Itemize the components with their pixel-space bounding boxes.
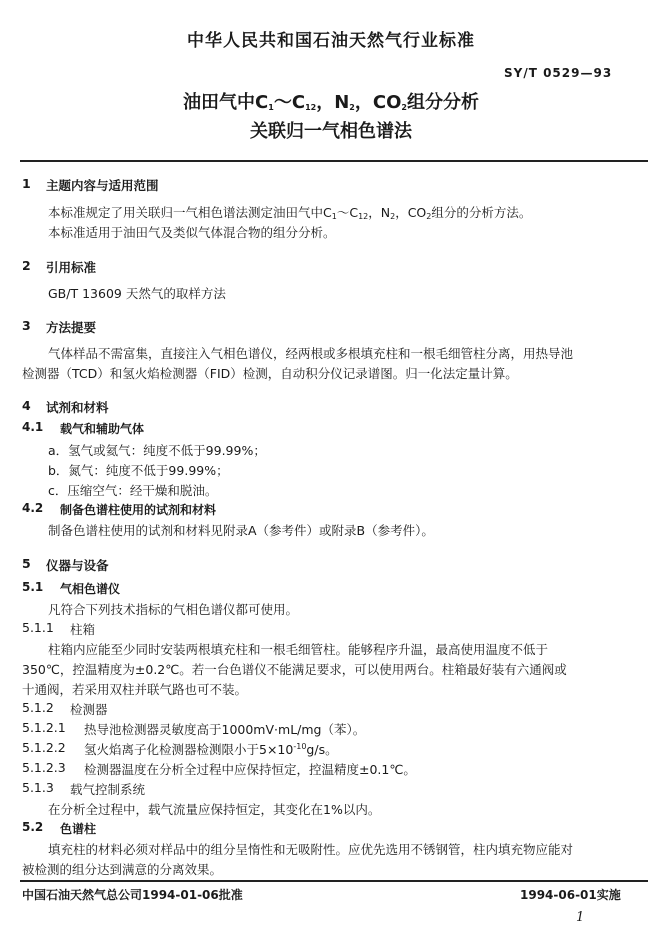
section-5-1-2-2-text: 氢火焰离子化检测器检测限小于$5\times 10^{-10}g/s$。: [84, 742, 338, 757]
section-2-heading: 引用标准: [46, 260, 97, 275]
document-title-line2: 关联归一气相色谱法: [250, 121, 412, 142]
section-5-1-3-number: 5.1.3: [22, 780, 54, 795]
section-4-1-heading: 载气和辅助气体: [60, 422, 145, 436]
section-5-1-2-2-number: 5.1.2.2: [22, 740, 66, 755]
section-5-1-1-line-3: 十通阀，若采用双柱并联气路也可不装。: [22, 682, 248, 697]
effective-date: 1994-06-01实施: [520, 888, 621, 902]
list-item-a: a．氢气或氦气：纯度不低于99.99%；: [48, 443, 266, 458]
section-3-paragraph-line-2: 检测器（TCD）和氢火焰检测器（FID）检测，自动积分仪记录谱图。归一化法定量计算。: [22, 366, 518, 381]
section-4-2-number: 4.2: [22, 501, 44, 515]
section-5-1-1-heading: 柱箱: [70, 622, 96, 637]
document-title-line1: 油田气中$C_1\sim C_{12}$，$N_2$，$CO_2$组分分析: [183, 92, 479, 113]
section-3-paragraph-line-1: 气体样品不需富集，直接注入气相色谱仪，经两根或多根填充柱和一根毛细管柱分离，用热导池: [48, 346, 574, 361]
section-5-1-3-heading: 载气控制系统: [70, 782, 146, 797]
section-1-heading: 主题内容与适用范围: [46, 178, 159, 193]
section-5-1-3-text: 在分析全过程中，载气流量应保持恒定，其变化在1%以内。: [48, 802, 381, 817]
section-5-1-2-3-text: 检测器温度在分析全过程中应保持恒定，控温精度±0.1℃。: [84, 762, 416, 777]
section-5-2-number: 5.2: [22, 820, 44, 834]
section-5-1-text: 凡符合下列技术指标的气相色谱仪都可使用。: [48, 602, 299, 617]
section-4-heading: 试剂和材料: [46, 400, 109, 415]
section-2-number: 2: [22, 258, 31, 273]
section-4-2-heading: 制备色谱柱使用的试剂和材料: [60, 503, 217, 517]
section-1-paragraph-1: 本标准规定了用关联归一气相色谱法测定油田气中$C_1\sim C_{12}$，$N_2$，$CO_2$组分的分析方法。: [48, 205, 532, 221]
section-5-1-2-3-number: 5.1.2.3: [22, 760, 66, 775]
section-1-paragraph-2: 本标准适用于油田气及类似气体混合物的组分分析。: [48, 225, 336, 240]
section-5-1-heading: 气相色谱仪: [60, 582, 121, 596]
section-5-1-1-line-2: 350℃，控温精度为±0.2℃。若一台色谱仪不能满足要求，可以使用两台。柱箱最好装有六通阀或: [22, 662, 567, 677]
section-5-2-line-1: 填充柱的材料必须对样品中的组分呈惰性和无吸附性。应优先选用不锈钢管，柱内填充物应能对: [48, 842, 574, 857]
header-divider: [20, 160, 648, 162]
footer-divider: [20, 880, 648, 882]
section-5-heading: 仪器与设备: [46, 558, 109, 573]
section-5-1-1-line-1: 柱箱内应能至少同时安装两根填充柱和一根毛细管柱。能够程序升温，最高使用温度不低于: [48, 642, 549, 657]
list-item-b: b．氮气：纯度不低于99.99%；: [48, 463, 229, 478]
section-4-number: 4: [22, 398, 31, 413]
section-5-1-2-heading: 检测器: [70, 702, 108, 717]
section-5-1-number: 5.1: [22, 580, 44, 594]
section-5-1-2-number: 5.1.2: [22, 700, 54, 715]
section-5-1-1-number: 5.1.1: [22, 620, 54, 635]
section-5-2-heading: 色谱柱: [60, 822, 97, 836]
section-5-1-2-1-number: 5.1.2.1: [22, 720, 66, 735]
section-3-number: 3: [22, 318, 31, 333]
page-number: 1: [576, 910, 585, 925]
section-5-2-line-2: 被检测的组分达到满意的分离效果。: [22, 862, 223, 877]
section-5-number: 5: [22, 556, 31, 571]
list-item-c: c．压缩空气：经干燥和脱油。: [48, 483, 218, 498]
section-5-1-2-1-text: 热导池检测器灵敏度高于1000mV·mL/mg（苯）。: [84, 722, 366, 737]
section-3-heading: 方法提要: [46, 320, 97, 335]
section-4-1-number: 4.1: [22, 420, 44, 434]
section-4-2-text: 制备色谱柱使用的试剂和材料见附录A（参考件）或附录B（参考件）。: [48, 523, 434, 538]
standard-number: SY/T 0529—93: [504, 66, 613, 80]
approval-statement: 中国石油天然气总公司1994-01-06批准: [22, 888, 243, 902]
section-1-number: 1: [22, 176, 31, 191]
normative-reference: GB/T 13609 天然气的取样方法: [48, 286, 226, 301]
issuing-organization-title: 中华人民共和国石油天然气行业标准: [187, 31, 475, 51]
